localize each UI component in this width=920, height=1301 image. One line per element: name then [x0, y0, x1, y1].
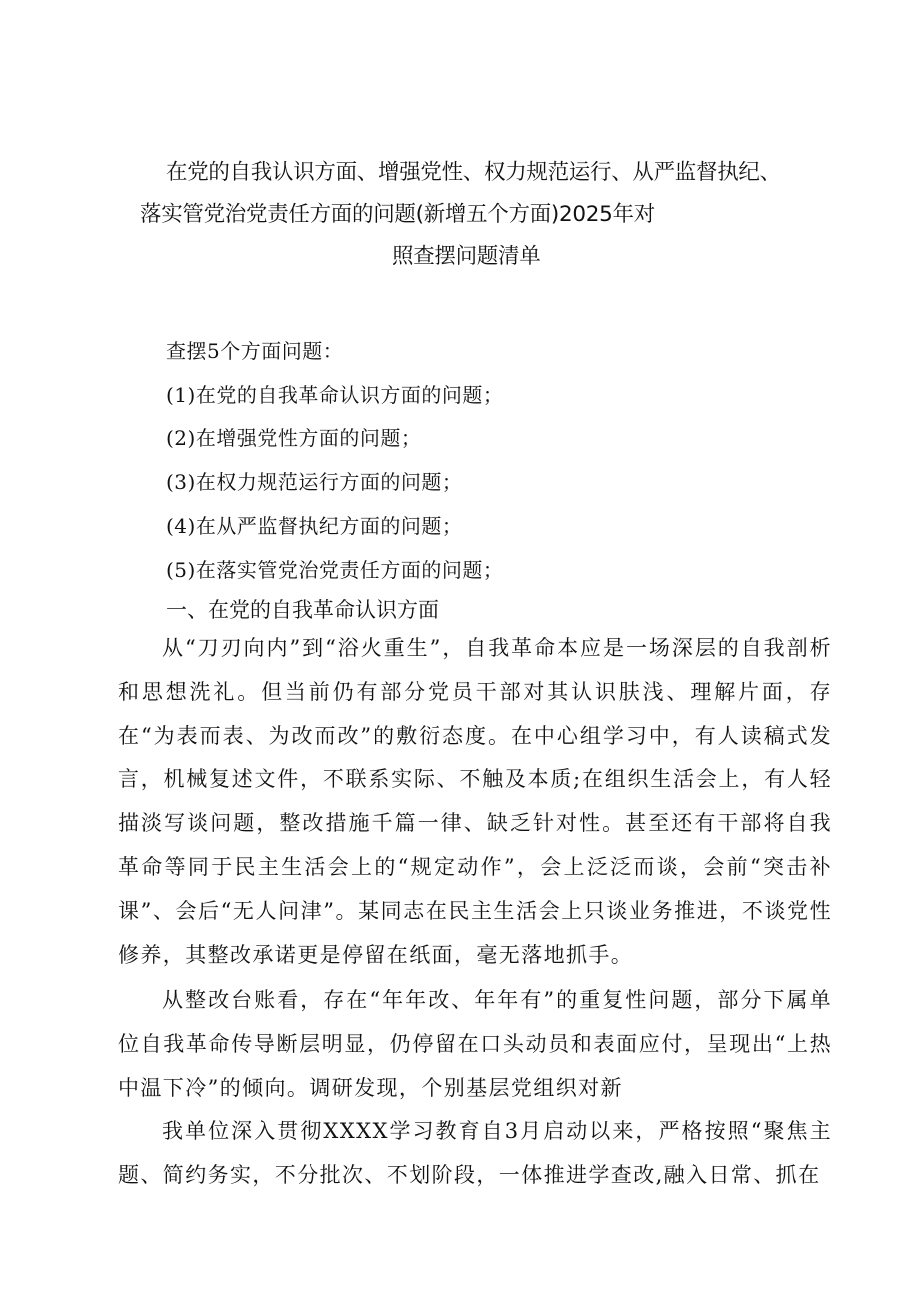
title-line-2: 落实管党治党责任方面的问题(新增五个方面)2025年对 [140, 202, 655, 227]
body-paragraph: 我单位深入贯彻XXXX学习教育自3月启动以来，严格按照“聚焦主题、简约务实，不分批次、不划阶段，一体推进学查改,融入日常、抓在 [118, 1119, 832, 1187]
section-heading: 一、在党的自我革命认识方面 [166, 598, 439, 622]
list-item: (4)在从严监督执纪方面的问题； [166, 513, 463, 538]
list-item: (2)在增强党性方面的问题； [166, 426, 422, 451]
body-paragraph: 从“刀刃向内”到“浴火重生”，自我革命本应是一场深层的自我剖析和思想洗礼。但当前仍有部分党员干部对其认识肤浅、理解片面，存在“为表而表、为改而改”的敷衍态度。在中心组学习中，有人读稿式发言，机械复述文件，不联系实际、不触及本质;在组织生活会上，有人轻描淡写谈问题，整改措施千篇一律、缺乏针对性。甚至还有干部将自我革命等同于民主生活会上的“规定动作”，会上泛泛而谈，会前“突击补课”、会后“无人问津”。某同志在民主生活会上只谈业务推进，不谈党性修养，其整改承诺更是停留在纸面，毫无落地抓手。 [118, 636, 832, 967]
title-line-3: 照查摆问题清单 [392, 244, 541, 269]
list-item: (3)在权力规范运行方面的问题； [166, 470, 463, 495]
list-item: (5)在落实管党治党责任方面的问题； [166, 557, 504, 582]
issue-list [166, 330, 503, 592]
list-item: (1)在党的自我革命认识方面的问题； [166, 382, 504, 407]
document-title [140, 152, 840, 278]
body-paragraph: 从整改台账看，存在“年年改、年年有”的重复性问题，部分下属单位自我革命传导断层明显，仍停留在口头动员和表面应付，呈现出“上热中温下冷”的倾向。调研发现，个别基层党组织对新 [118, 988, 832, 1100]
list-intro: 查摆5个方面问题： [166, 339, 344, 363]
title-line-1: 在党的自我认识方面、增强党性、权力规范运行、从严监督执纪、 [166, 160, 781, 185]
